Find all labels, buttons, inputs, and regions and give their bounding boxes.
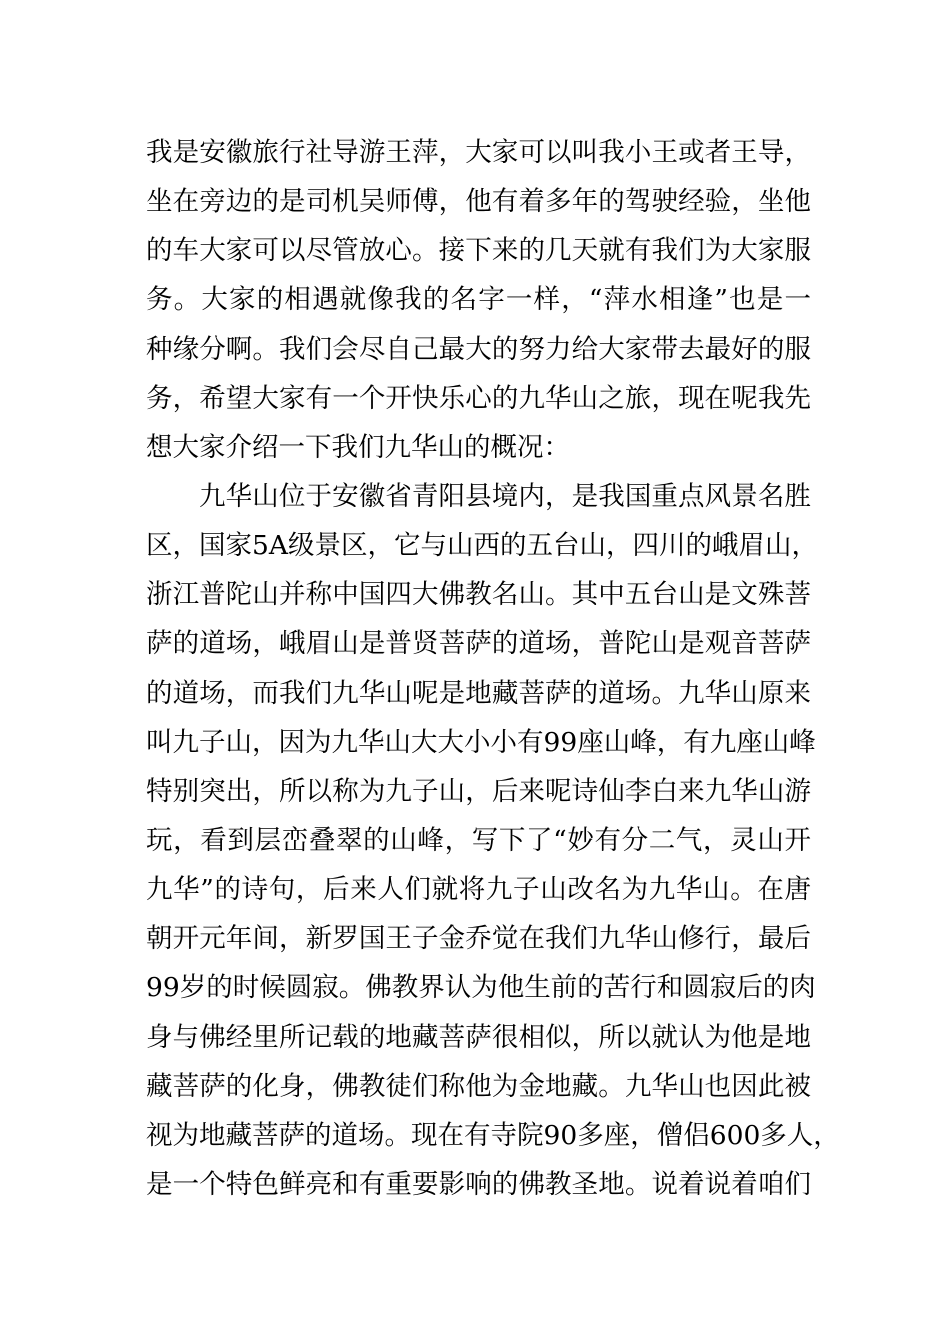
text-line: 九华山位于安徽省青阳县境内，是我国重点风景名胜 <box>199 480 811 512</box>
text-line: 99岁的时候圆寂。佛教界认为他生前的苦行和圆寂后的肉 <box>146 972 816 1004</box>
text-line: 种缘分啊。我们会尽自己最大的努力给大家带去最好的服 <box>146 333 811 365</box>
text-line: 的车大家可以尽管放心。接下来的几天就有我们为大家服 <box>146 235 811 267</box>
text-line: 九华”的诗句，后来人们就将九子山改名为九华山。在唐 <box>146 874 811 906</box>
text-line: 叫九子山，因为九华山大大小小有99座山峰，有九座山峰 <box>146 726 816 758</box>
text-line: 视为地藏菩萨的道场。现在有寺院90多座，僧侣600多人， <box>146 1119 840 1151</box>
text-line: 朝开元年间，新罗国王子金乔觉在我们九华山修行，最后 <box>146 923 811 955</box>
text-line: 萨的道场，峨眉山是普贤菩萨的道场，普陀山是观音菩萨 <box>146 628 811 660</box>
text-line: 藏菩萨的化身，佛教徒们称他为金地藏。九华山也因此被 <box>146 1070 811 1102</box>
text-line: 是一个特色鲜亮和有重要影响的佛教圣地。说着说着咱们 <box>146 1168 811 1200</box>
text-line: 务，希望大家有一个开快乐心的九华山之旅，现在呢我先 <box>146 382 811 414</box>
text-line: 玩，看到层峦叠翠的山峰，写下了“妙有分二气，灵山开 <box>146 824 811 856</box>
text-line: 坐在旁边的是司机吴师傅，他有着多年的驾驶经验，坐他 <box>146 186 811 218</box>
paragraph-overview <box>146 472 840 1209</box>
text-line: 浙江普陀山并称中国四大佛教名山。其中五台山是文殊菩 <box>146 579 811 611</box>
text-line: 的道场，而我们九华山呢是地藏菩萨的道场。九华山原来 <box>146 677 811 709</box>
paragraph-intro <box>146 128 811 472</box>
text-line: 身与佛经里所记载的地藏菩萨很相似，所以就认为他是地 <box>146 1021 811 1053</box>
text-line: 想大家介绍一下我们九华山的概况： <box>146 431 570 463</box>
text-line: 我是安徽旅行社导游王萍，大家可以叫我小王或者王导， <box>146 137 811 168</box>
text-line: 区，国家5A级景区，它与山西的五台山，四川的峨眉山， <box>146 530 818 562</box>
text-line: 特别突出，所以称为九子山，后来呢诗仙李白来九华山游 <box>146 775 811 807</box>
document-body <box>146 128 840 1209</box>
text-line: 务。大家的相遇就像我的名字一样，“萍水相逢”也是一 <box>146 284 811 316</box>
